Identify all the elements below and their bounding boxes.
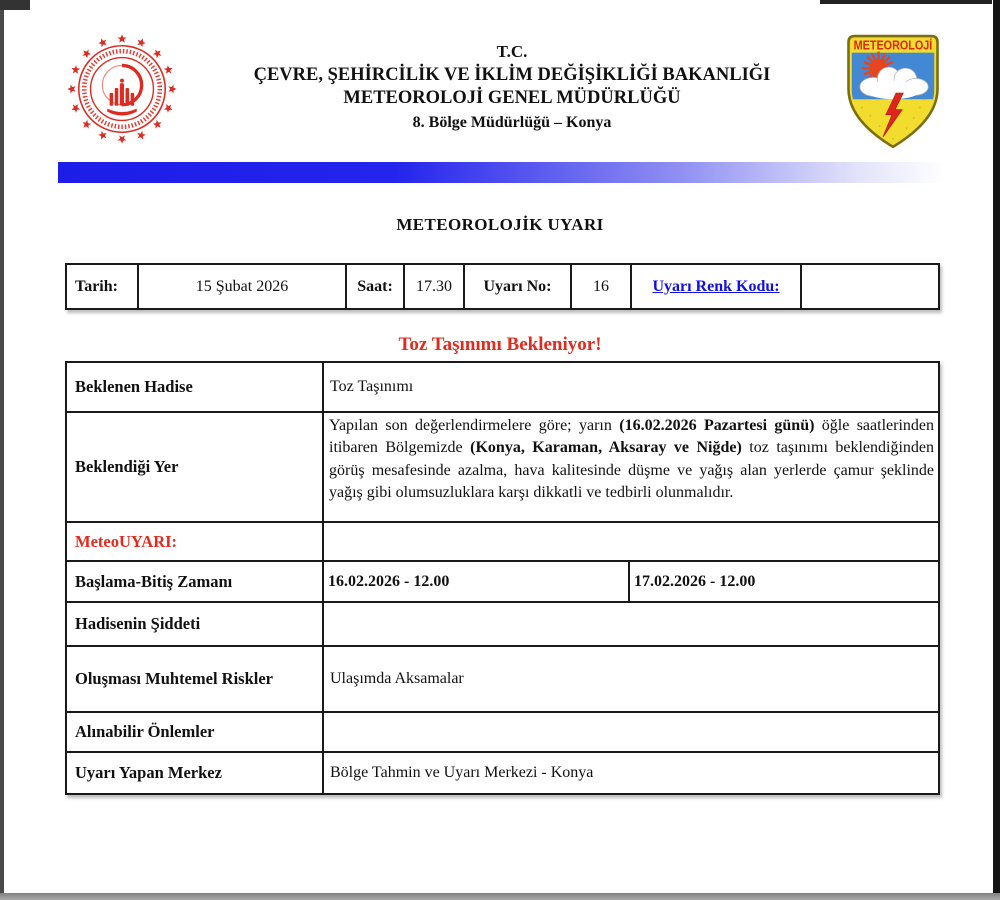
row-issuing-center: [66, 752, 939, 794]
warning-no-label: Uyarı No:: [464, 264, 571, 309]
time-value: 17.30: [404, 264, 464, 309]
end-time-value: 17.02.2026 - 12.00: [629, 561, 939, 602]
warning-headline: Toz Taşınımı Bekleniyor!: [398, 334, 602, 355]
blue-divider-bar: [58, 162, 945, 183]
title-tc: T.C.: [496, 42, 528, 61]
color-code-link[interactable]: Uyarı Renk Kodu:: [652, 277, 780, 295]
title-directorate: METEOROLOJİ GENEL MÜDÜRLÜĞÜ: [343, 88, 681, 109]
meteorology-logo-text: METEOROLOJİ: [853, 37, 933, 53]
row-possible-risks: [66, 646, 939, 712]
precautions-label: Alınabilir Önlemler: [66, 712, 323, 752]
location-text-part2: öğle saatlerinden itibaren Bölgemizde: [329, 417, 935, 457]
location-text-part3: toz taşınımı beklendiğinden görüş mesafesinde azalma, hava kalitesinde düşme ve yağış alan yerlerde çamur şeklinde yağış gibi olumsuzluklara karşı dikkatli ve tedbirli olunmalıdır.: [329, 439, 935, 502]
meteorology-shield-icon: [838, 33, 948, 156]
row-severity: [66, 602, 939, 646]
screen-edge-bottom: [0, 893, 1000, 900]
location-text-part1: Yapılan son değerlendirmelere göre; yarın: [329, 417, 620, 434]
row-precautions: [66, 712, 939, 752]
color-code-value: [801, 264, 939, 309]
meteo-warning-value: [323, 522, 939, 561]
possible-risks-value: Ulaşımda Aksamalar: [323, 646, 939, 712]
possible-risks-label: Oluşması Muhtemel Riskler: [66, 646, 323, 712]
ministry-emblem-icon: [58, 33, 186, 150]
start-end-label: Başlama-Bitiş Zamanı: [66, 561, 323, 602]
severity-label: Hadisenin Şiddeti: [66, 602, 323, 646]
row-start-end: [66, 561, 939, 602]
start-time-value: 16.02.2026 - 12.00: [323, 561, 629, 602]
time-label: Saat:: [346, 264, 404, 309]
meteo-warning-label: MeteoUYARI:: [66, 522, 323, 561]
location-text-bold2: (Konya, Karaman, Aksaray ve Niğde): [470, 439, 742, 457]
info-row: [66, 264, 939, 309]
location-text-bold1: (16.02.2026 Pazartesi günü): [619, 417, 815, 434]
title-region: 8. Bölge Müdürlüğü – Konya: [412, 113, 612, 131]
precautions-value: [323, 712, 939, 752]
warning-no-value: 16: [571, 264, 631, 309]
expected-location-label: Beklendiği Yer: [66, 412, 323, 522]
header-titles: [186, 33, 838, 133]
severity-value: [323, 602, 939, 646]
warning-info-table: [65, 263, 940, 310]
section-title: METEOROLOJİK UYARI: [396, 215, 604, 234]
expected-event-label: Beklenen Hadise: [66, 362, 323, 412]
warning-detail-table: [65, 361, 940, 795]
expected-event-value: Toz Taşınımı: [323, 362, 939, 412]
screen-edge-right: [993, 0, 1000, 900]
expected-location-text: [323, 412, 939, 522]
title-ministry: ÇEVRE, ŞEHİRCİLİK VE İKLİM DEĞİŞİKLİĞİ BAKANLIĞI: [253, 65, 771, 86]
row-meteo-warning: [66, 522, 939, 561]
screen-edge-top-right: [820, 0, 992, 4]
date-value: 15 Şubat 2026: [138, 264, 346, 309]
document-header: [0, 0, 1000, 156]
row-expected-event: [66, 362, 939, 412]
date-label: Tarih:: [66, 264, 138, 309]
row-expected-location: [66, 412, 939, 522]
issuing-center-label: Uyarı Yapan Merkez: [66, 752, 323, 794]
issuing-center-value: Bölge Tahmin ve Uyarı Merkezi - Konya: [323, 752, 939, 794]
screen-edge-left: [0, 0, 4, 900]
screen-edge-top-left: [0, 0, 30, 10]
